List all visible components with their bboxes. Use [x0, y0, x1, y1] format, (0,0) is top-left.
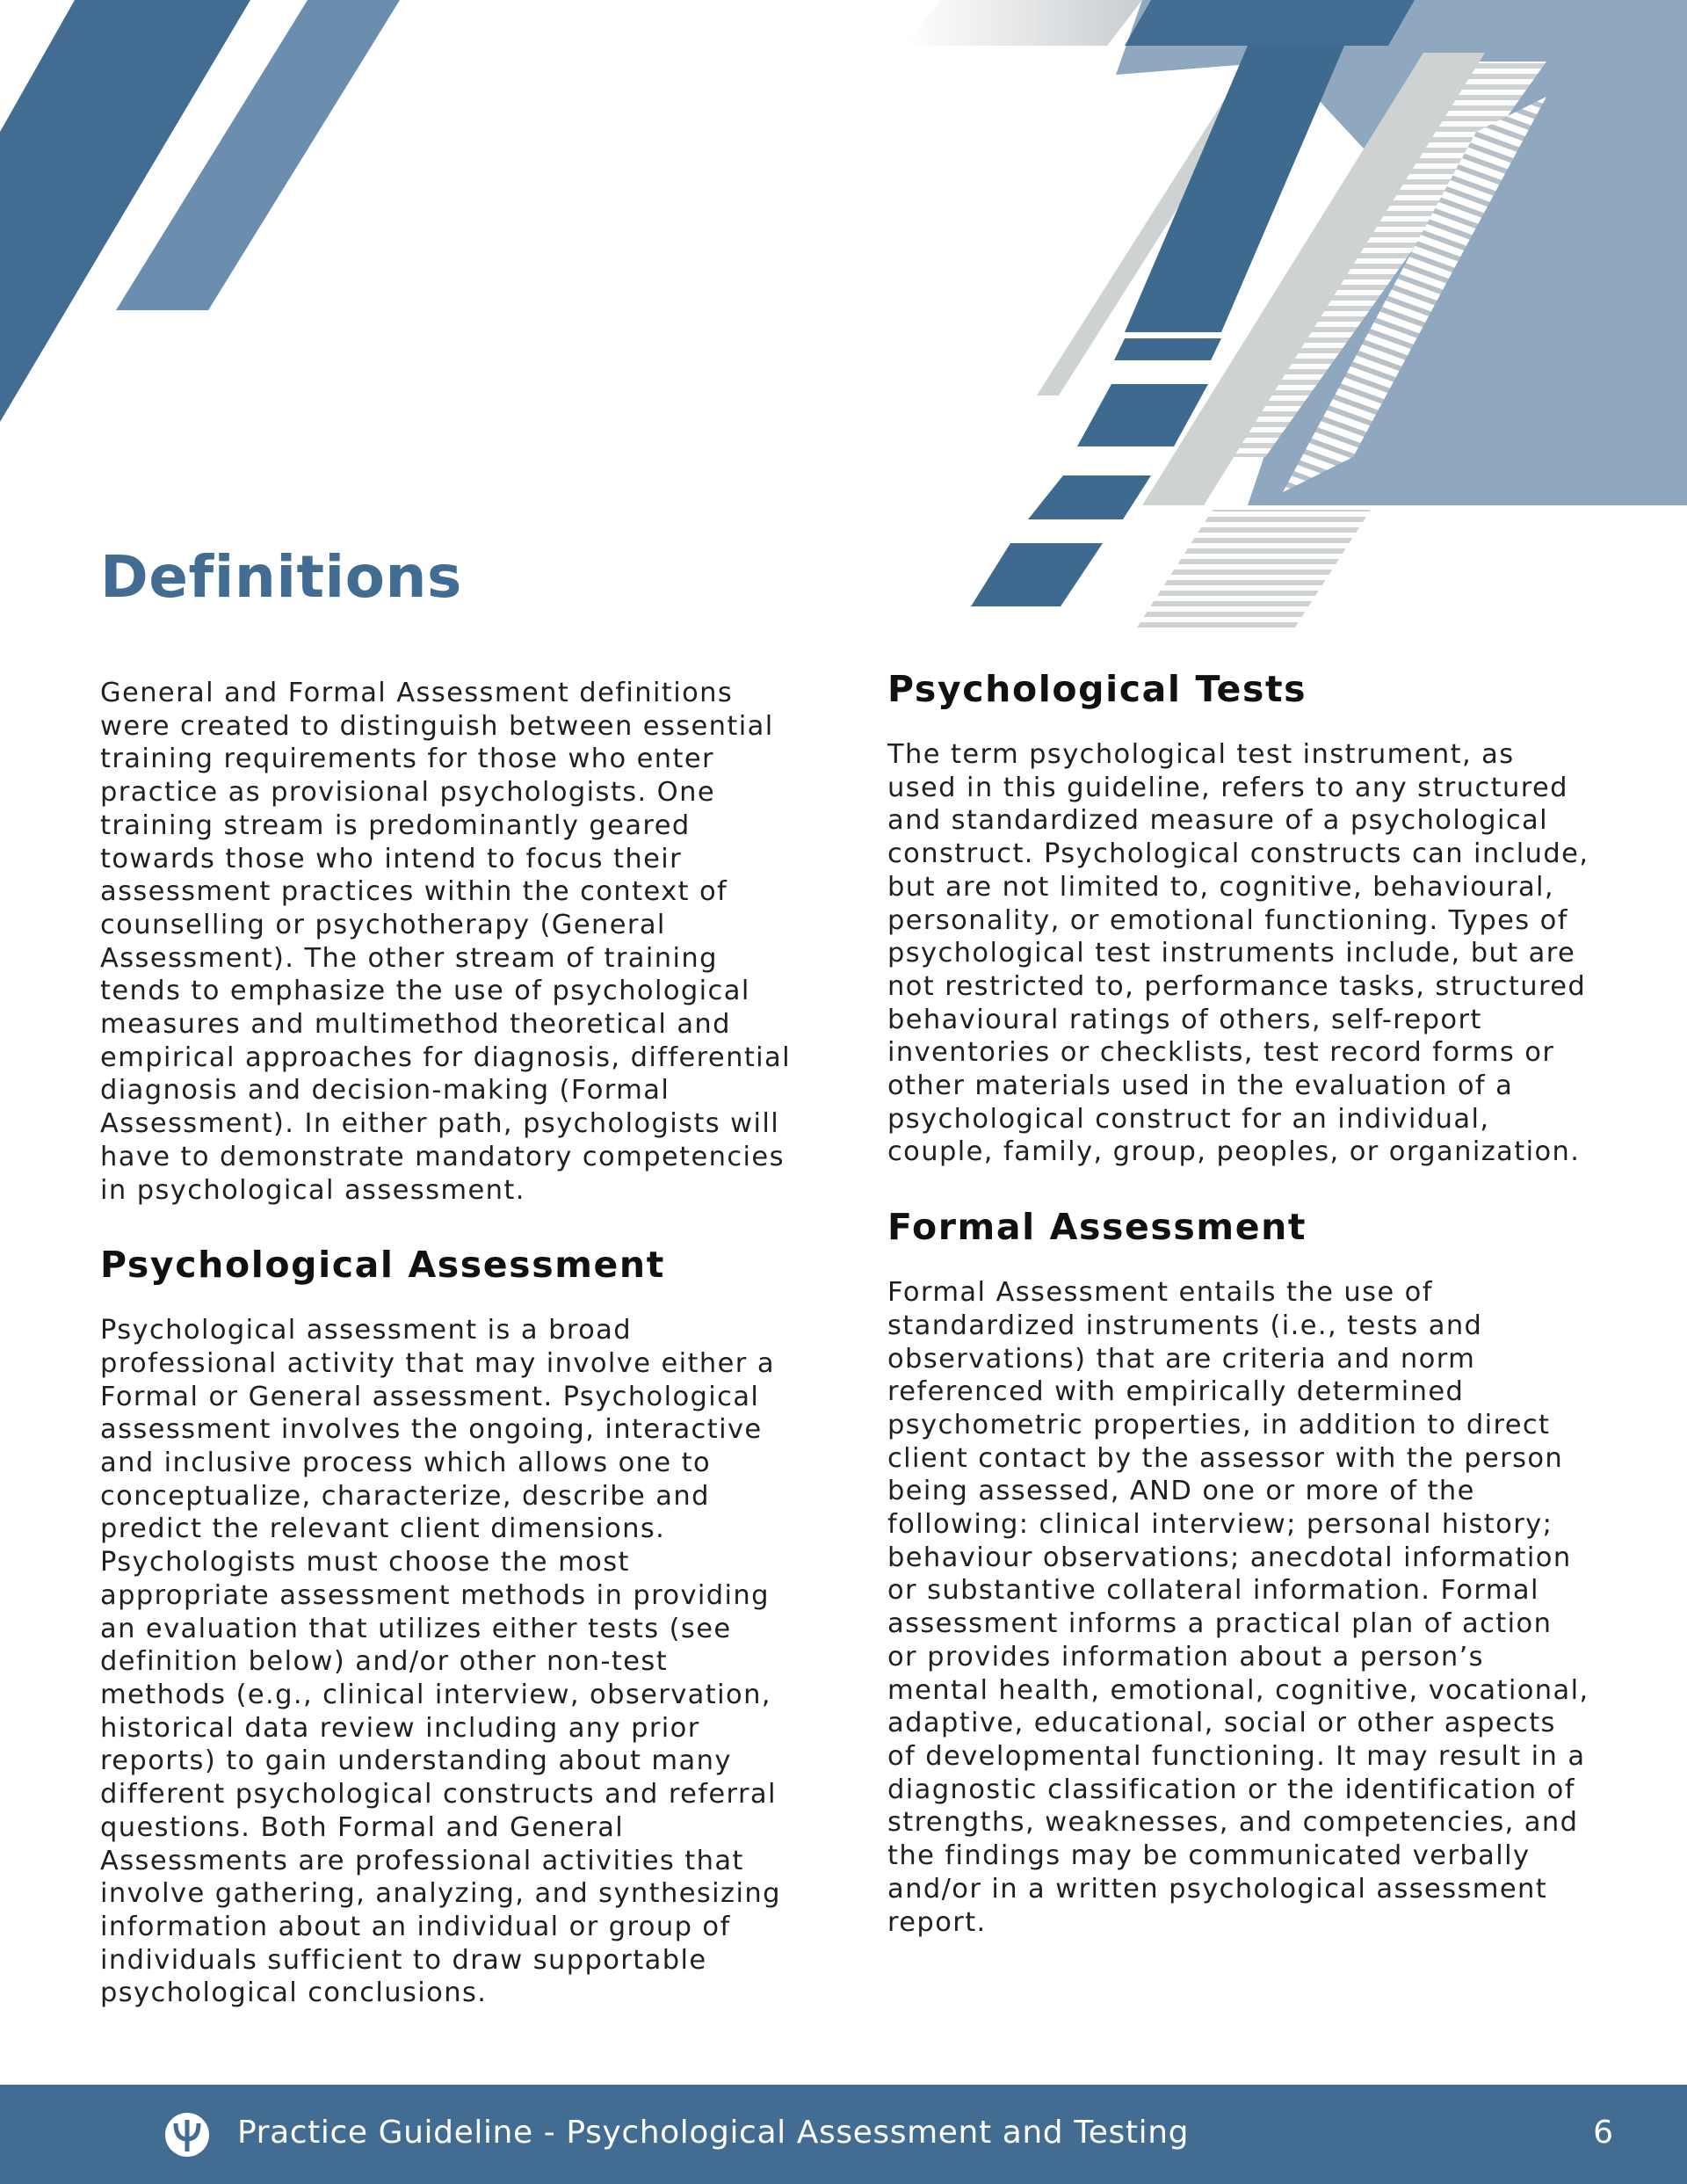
- left-column: [100, 677, 803, 2010]
- psychological-assessment-heading: Psychological Assessment: [100, 1244, 665, 1287]
- right-hatch-lower: [1133, 510, 1371, 633]
- footer-bar: [0, 2085, 1687, 2184]
- right-column: [887, 666, 1590, 1939]
- right-dark-dash-4: [971, 543, 1103, 606]
- right-dark-dash-3: [1028, 475, 1151, 519]
- right-dark-dash-1: [1114, 338, 1221, 360]
- formal-assessment-heading: Formal Assessment: [887, 1206, 1307, 1249]
- header-decoration: [0, 0, 1687, 633]
- right-dark-stripe-top: [1125, 0, 1415, 46]
- formal-assessment-paragraph: Formal Assessment entails the use of standardized instruments (i.e., tests and observations) that are criteria and norm referenced with empirically determined psychometric properties, in addition to direct client contact by the assessor with the person being assessed, AND one or more of the following: clinical interview; personal history; behaviour observations; anecdotal information or substantive collateral information. Formal assessment informs a practical plan of action or provides information about a person’s mental health, emotional, cognitive, vocational, adaptive, educational, social or other aspects of developmental functioning. It may result in a diagnostic classification or the identification of strengths, weaknesses, and competencies, and the findings may be communicated verbally and/or in a written psychological assessment report.: [887, 1277, 1589, 1938]
- psi-logo-icon: [163, 2111, 211, 2159]
- psychological-tests-paragraph: The term psychological test instrument, as used in this guideline, refers to any structured and standardized measure of a psychological construct. Psychological constructs can include, but are not limited to, cognitive, behavioural, personality, or emotional functioning. Types of psychological test instruments include, but are not restricted to, performance tasks, structured behavioural ratings of others, self-report inventories or checklists, test record forms or other materials used in the evaluation of a psychological construct for an individual, couple, family, group, peoples, or organization.: [887, 739, 1589, 1168]
- psychological-assessment-paragraph: Psychological assessment is a broad professional activity that may involve either a Formal or General assessment. Psychological assessment involves the ongoing, interactive and inclusive process which allows one to conceptualize, characterize, describe and predict the relevant client dimensions. Psychologists must choose the most appropriate assessment methods in providing an evaluation that utilizes either tests (see definition below) and/or other non-test methods (e.g., clinical interview, observation, historical data review including any prior reports) to gain understanding about many different psychological constructs and referral questions. Both Formal and General Assessments are professional activities that involve gathering, analyzing, and synthesizing information about an individual or group of individuals sufficient to draw supportable psychological conclusions.: [100, 1315, 781, 2009]
- psychological-tests-heading: Psychological Tests: [887, 668, 1307, 710]
- footer-title: Practice Guideline - Psychological Assessment and Testing: [237, 2115, 1190, 2151]
- right-gray-band-top: [905, 0, 1142, 46]
- intro-paragraph: General and Formal Assessment definitions were created to distinguish between essential training requirements for those who enter practice as provisional psychologists. One training stream is predominantly geared towards those who intend to focus their assessment practices within the context of counselling or psychotherapy (General Assessment). The other stream of training tends to emphasize the use of psychological measures and multimethod theoretical and empirical approaches for diagnosis, differential diagnosis and decision-making (Formal Assessment). In either path, psychologists will have to demonstrate mandatory competencies in psychological assessment.: [100, 678, 792, 1206]
- page-number: 6: [1593, 2115, 1613, 2151]
- page-title: Definitions: [100, 543, 462, 611]
